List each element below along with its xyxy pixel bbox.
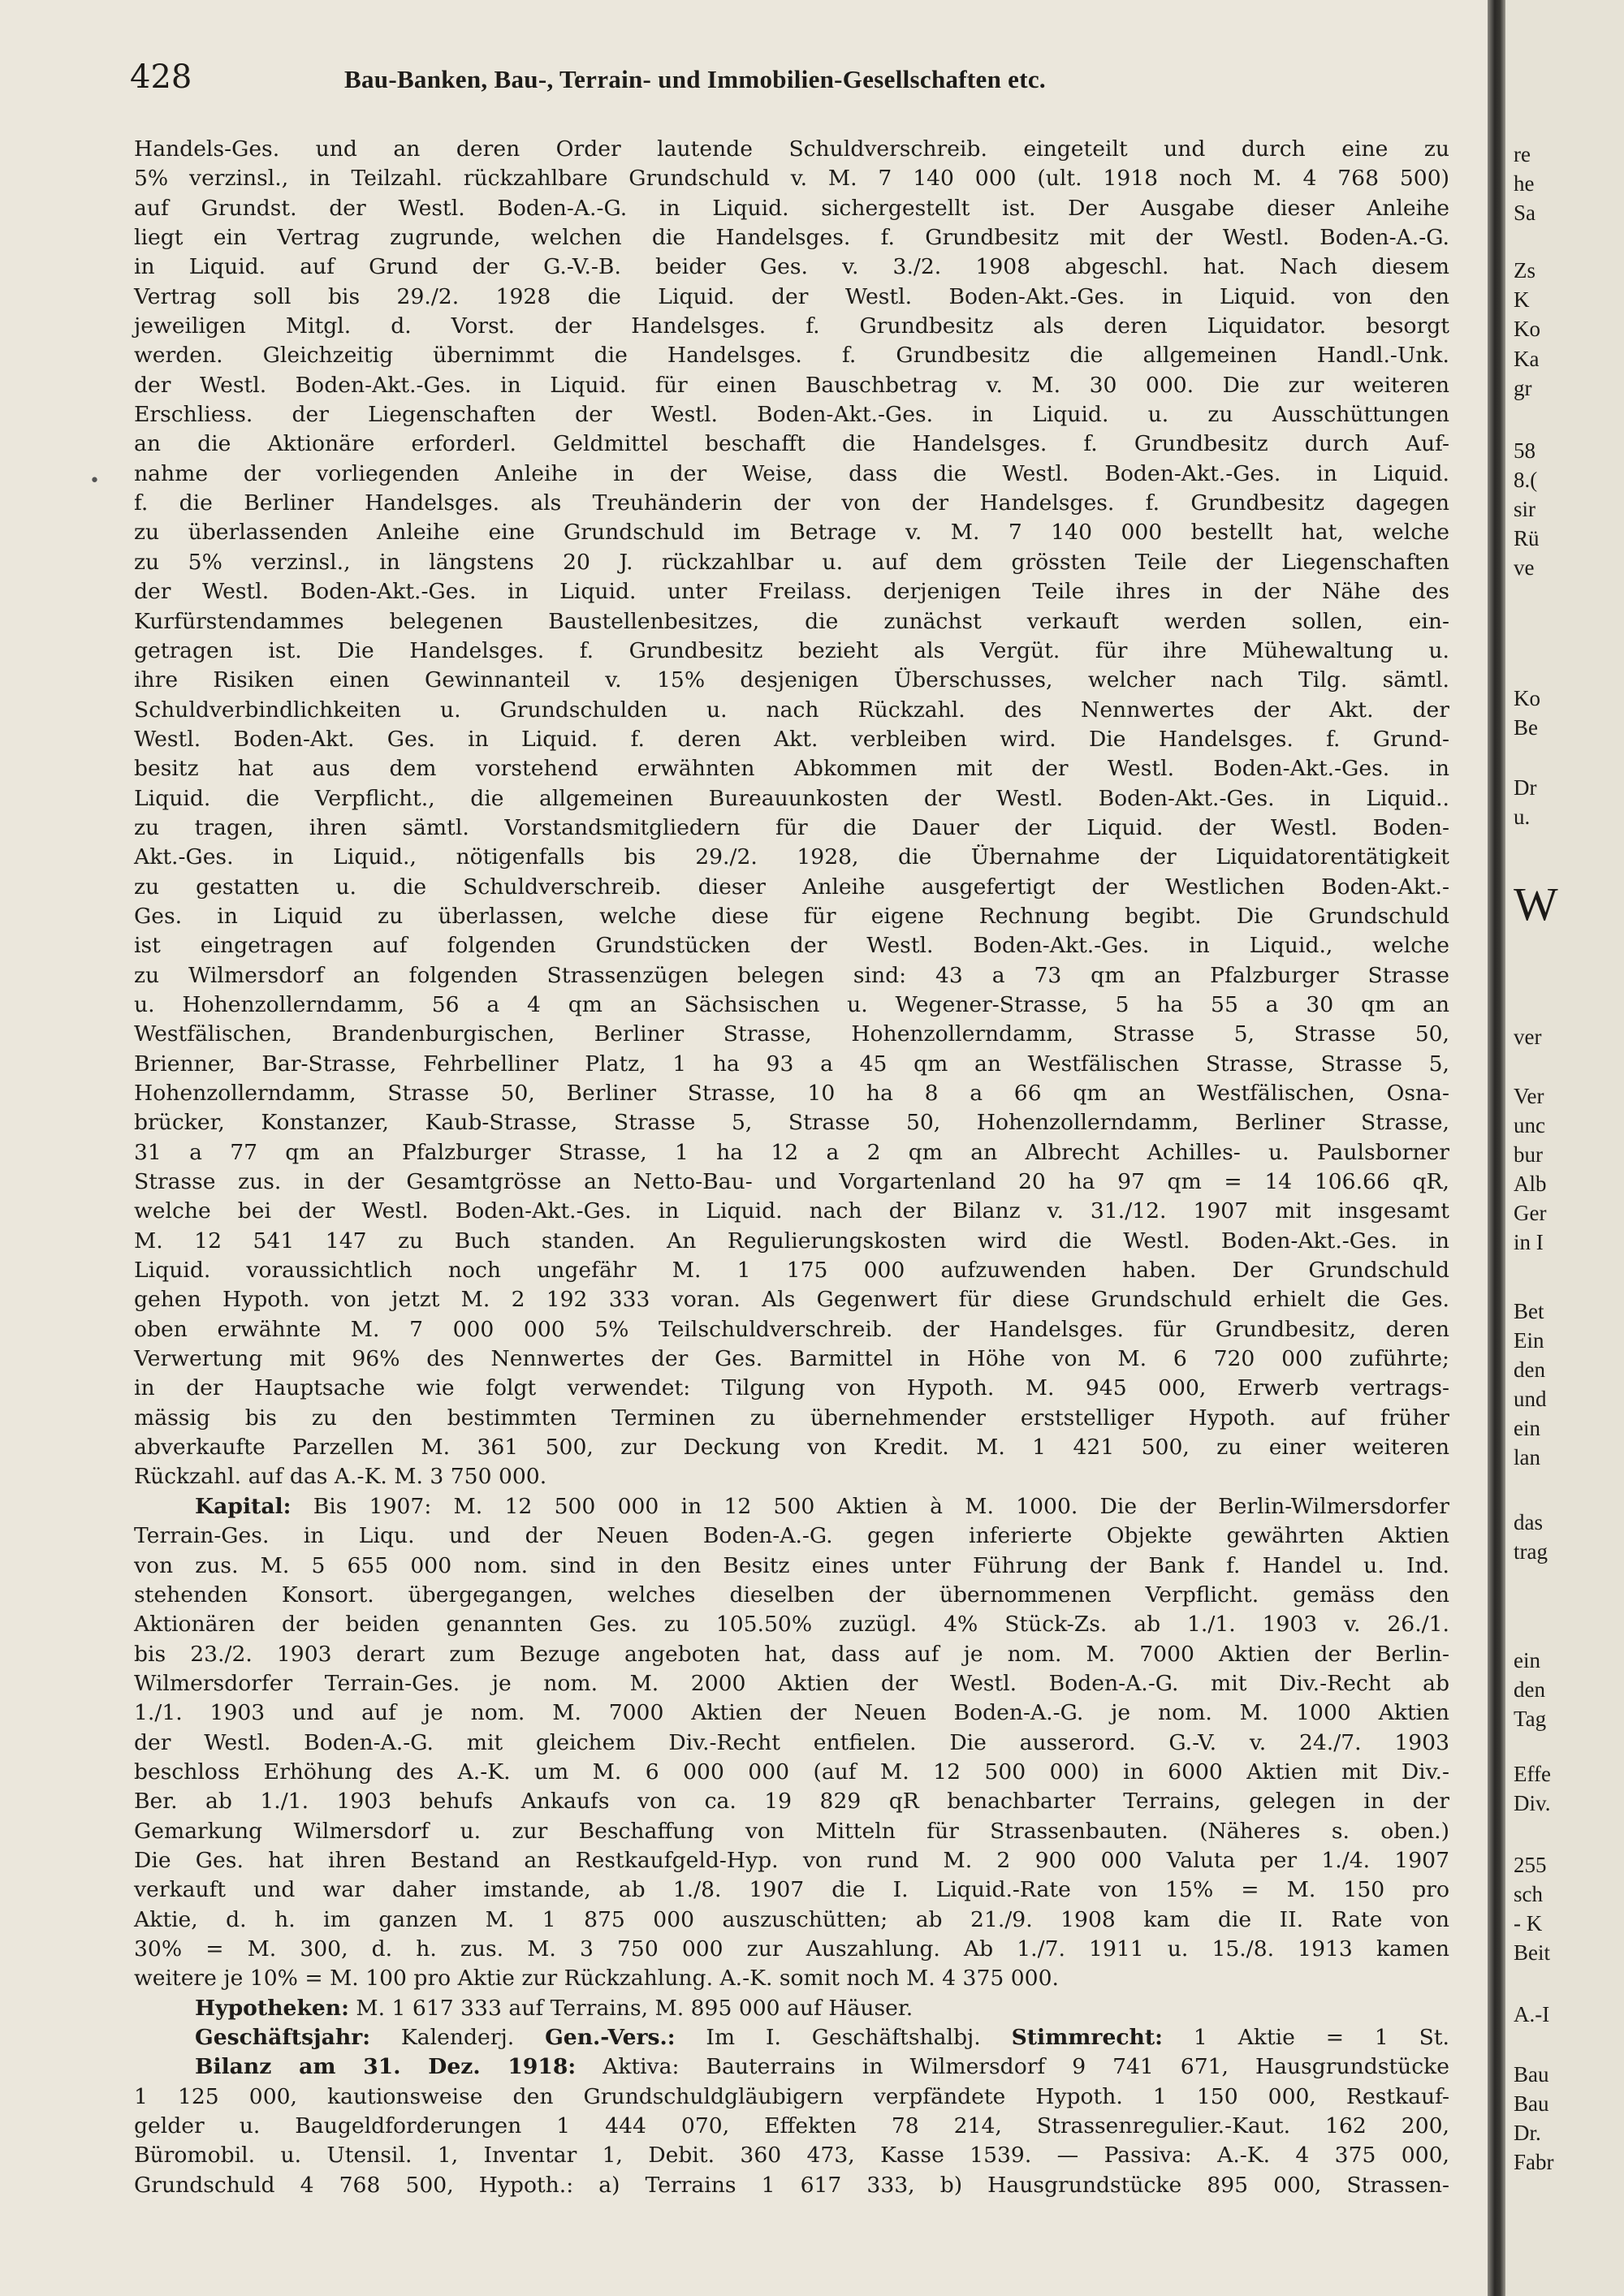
page-number: 428 [130,58,192,96]
line-text: oben erwähnte M. 7 000 000 5% Teilschuldverschreib. der Handelsges. für Grundbesitz, deren [134,1316,1449,1342]
line-text: in der Hauptsache wie folgt verwendet: Tilgung von Hypoth. M. 945 000, Erwerb vertrags- [134,1375,1449,1401]
line-text: Büromobil. u. Utensil. 1, Inventar 1, Debit. 360 473, Kasse 1539. — Passiva: A.-K. 4 375 000, [134,2143,1449,2169]
facing-page-fragment: ein [1514,1648,1540,1672]
text-line [134,1758,1449,1787]
line-text: M. 12 541 147 zu Buch standen. An Regulierungskosten wird die Westl. Boden-Akt.-Ges. in [134,1228,1449,1254]
text-line [134,1935,1449,1964]
text-line [134,1374,1449,1403]
line-text: der Westl. Boden-Akt.-Ges. in Liquid. für einen Bauschbetrag v. M. 30 000. Die zur weiteren [134,372,1449,398]
line-text: Westl. Boden-Akt. Ges. in Liquid. f. deren Akt. verbleiben wird. Die Handelsges. f. Grund- [134,726,1449,752]
facing-page-fragment: bur [1514,1142,1543,1167]
facing-page-fragment: lan [1514,1445,1540,1470]
line-text: beschloss Erhöhung des A.-K. um M. 6 000 000 (auf M. 12 500 000) in 6000 Aktien mit Div.- [134,1759,1449,1785]
body-text [134,135,1449,2200]
text-line [134,548,1449,577]
line-text: zu gestatten u. die Schuldverschreib. dieser Anleihe ausgefertigt der Westlichen Boden-Akt.- [134,874,1449,900]
text-line [134,1669,1449,1698]
line-text: 1 Aktie = 1 St. [1163,2025,1450,2050]
text-line [134,1994,1449,2023]
line-text: in Liquid. auf Grund der G.-V.-B. beider Ges. v. 3./2. 1908 abgeschl. hat. Nach diesem [134,254,1449,280]
text-line [134,164,1449,193]
running-head [130,58,1453,107]
line-text: der Westl. Boden-Akt.-Ges. in Liquid. unter Freilass. derjenigen Teile ihres in der Nähe des [134,579,1449,605]
line-text: Verwertung mit 96% des Nennwertes der Ges. Barmittel in Höhe von M. 6 720 000 zuführte; [134,1346,1449,1372]
line-text: der Westl. Boden-A.-G. mit gleichem Div.-Recht entfielen. Die ausserord. G.-V. v. 24./7. 1903 [134,1729,1449,1755]
line-text: 31 a 77 qm an Pfalzburger Strasse, 1 ha 12 a 2 qm an Albrecht Achilles- u. Paulsborner [134,1139,1449,1165]
text-line [134,784,1449,814]
text-line [134,194,1449,223]
text-line [134,489,1449,518]
line-text: zu überlassenden Anleihe eine Grundschuld im Betrage v. M. 7 140 000 bestellt hat, welche [134,520,1449,546]
margin-dot: • [89,471,100,491]
facing-page-fragment: Ein [1514,1328,1544,1353]
text-line [134,1462,1449,1491]
text-line [134,1964,1449,1993]
line-text: Liquid. die Verpflicht., die allgemeinen Bureauunkosten der Westl. Boden-Akt.-Ges. in Liquid.. [134,785,1449,811]
text-line [134,814,1449,843]
facing-page-fragment: gr [1514,376,1532,400]
text-line [134,2052,1449,2082]
facing-page-fragment: Fabr [1514,2150,1554,2174]
text-line [134,1138,1449,1167]
line-text: Ber. ab 1./1. 1903 behufs Ankaufs von ca. 19 829 qR benachbarter Terrains, gelegen in der [134,1789,1449,1815]
facing-page-fragment: Tag [1514,1707,1547,1731]
text-line [134,873,1449,902]
facing-page-fragment: unc [1514,1113,1545,1137]
text-line [134,429,1449,459]
line-text: nahme der vorliegenden Anleihe in der Weise, dass die Westl. Boden-Akt.-Ges. in Liquid. [134,460,1449,486]
line-text: Kalenderj. [370,2025,546,2050]
text-line [134,843,1449,872]
line-text: bis 23./2. 1903 derart zum Bezuge angeboten hat, dass auf je nom. M. 7000 Aktien der Berlin- [134,1641,1449,1667]
text-line [134,961,1449,990]
line-text: u. Hohenzollerndamm, 56 a 4 qm an Sächsischen u. Wegener-Strasse, 5 ha 55 a 30 qm an [134,991,1449,1017]
text-line [134,312,1449,341]
text-line [134,1610,1449,1639]
line-text: ihre Risiken einen Gewinnanteil v. 15% desjenigen Überschusses, welcher nach Tilg. sämtl. [134,667,1449,693]
book-gutter [1488,0,1505,2296]
text-line [134,1698,1449,1728]
line-text: auf Grundst. der Westl. Boden-A.-G. in Liquid. sichergestellt ist. Der Ausgabe dieser Anleihe [134,195,1449,221]
line-text: mässig bis zu den bestimmten Terminen zu übernehmender erststelliger Hypoth. auf früher [134,1405,1449,1431]
line-text: Schuldverbindlichkeiten u. Grundschulden u. nach Rückzahl. des Nennwertes der Akt. der [134,697,1449,723]
facing-page-fragment: sir [1514,497,1535,521]
line-text: Hohenzollerndamm, Strasse 50, Berliner Strasse, 10 ha 8 a 66 qm an Westfälischen, Osna- [134,1081,1449,1106]
line-text: Terrain-Ges. in Liqu. und der Neuen Boden-A.-G. gegen inferierte Objekte gewährten Aktien [134,1523,1449,1549]
text-line [134,1875,1449,1905]
text-line [134,931,1449,960]
facing-page-fragment: Ko [1514,686,1540,710]
text-line [134,371,1449,400]
text-line [134,2112,1449,2141]
text-line [134,1404,1449,1433]
facing-page-fragment: Dr [1514,775,1537,800]
header-title: Bau-Banken, Bau-, Terrain- und Immobilien-Gesellschaften etc. [344,65,1046,93]
facing-page-fragment: Zs [1514,258,1535,283]
line-text: Erschliess. der Liegenschaften der Westl. Boden-Akt.-Ges. in Liquid. u. zu Ausschüttungen [134,402,1449,428]
line-text: liegt ein Vertrag zugrunde, welchen die Handelsges. f. Grundbesitz mit der Westl. Boden-A.-G. [134,225,1449,251]
facing-page-fragment: 8.( [1514,468,1538,492]
text-line [134,2023,1449,2052]
text-line [134,283,1449,312]
facing-page-fragment: sch [1514,1882,1543,1906]
line-text: Brienner, Bar-Strasse, Fehrbelliner Platz, 1 ha 93 a 45 qm an Westfälischen Strasse, Strasse 5, [134,1051,1449,1077]
line-text: getragen ist. Die Handelsges. f. Grundbesitz bezieht als Vergüt. für ihre Mühewaltung u. [134,637,1449,663]
line-text: Vertrag soll bis 29./2. 1928 die Liquid. der Westl. Boden-Akt.-Ges. in Liquid. von den [134,283,1449,309]
text-line [134,2082,1449,2112]
line-text: Ges. in Liquid zu überlassen, welche diese für eigene Rechnung begibt. Die Grundschuld [134,903,1449,929]
facing-page-fragment: 255 [1514,1853,1547,1877]
text-line [134,1285,1449,1314]
line-text: jeweiligen Mitgl. d. Vorst. der Handelsges. f. Grundbesitz als deren Liquidator. besorgt [134,313,1449,339]
text-line [134,400,1449,429]
facing-page-fragment: Sa [1514,201,1535,225]
section-label: Stimmrecht: [1011,2025,1163,2050]
line-text: f. die Berliner Handelsges. als Treuhänderin der von der Handelsges. f. Grundbesitz dagegen [134,490,1449,516]
line-text: Kurfürstendammes belegenen Baustellenbesitzes, die zunächst verkauft werden sollen, ein- [134,608,1449,634]
line-text: Liquid. voraussichtlich noch ungefähr M. 1 175 000 aufzuwenden haben. Der Grundschuld [134,1258,1449,1284]
facing-page-fragment: den [1514,1357,1545,1382]
text-line [134,1108,1449,1137]
text-line [134,1728,1449,1758]
text-line [134,1492,1449,1521]
line-text: Grundschuld 4 768 500, Hypoth.: a) Terrains 1 617 333, b) Hausgrundstücke 895 000, Strassen- [134,2172,1449,2198]
line-text: Gemarkung Wilmersdorf u. zur Beschaffung von Mitteln für Strassenbauten. (Näheres s. oben.) [134,1818,1449,1844]
text-line [134,1227,1449,1256]
line-text: Wilmersdorfer Terrain-Ges. je nom. M. 2000 Aktien der Westl. Boden-A.-G. mit Div.-Recht ab [134,1670,1449,1696]
facing-page-fragment: und [1514,1387,1547,1411]
text-line [134,1315,1449,1344]
text-line [134,1521,1449,1551]
line-text: abverkaufte Parzellen M. 361 500, zur Deckung von Kredit. M. 1 421 500, zu einer weiteren [134,1435,1449,1461]
text-line [134,637,1449,666]
text-line [134,223,1449,252]
text-line [134,725,1449,754]
text-line [134,1787,1449,1816]
line-text: Westfälischen, Brandenburgischen, Berliner Strasse, Hohenzollerndamm, Strasse 5, Strasse 50, [134,1021,1449,1047]
text-line [134,754,1449,783]
facing-page-fragment: re [1514,142,1531,166]
line-text: Aktie, d. h. im ganzen M. 1 875 000 auszuschütten; ab 21./9. 1908 kam die II. Rate von [134,1906,1449,1932]
line-text: weitere je 10% = M. 100 pro Aktie zur Rückzahlung. A.-K. somit noch M. 4 375 000. [134,1966,1059,1992]
facing-page-fragment: Div. [1514,1791,1551,1815]
line-text: Akt.-Ges. in Liquid., nötigenfalls bis 29./2. 1928, die Übernahme der Liquidatorentätigkeit [134,844,1449,870]
facing-page-fragment: Bet [1514,1299,1544,1323]
text-line [134,1197,1449,1226]
line-text: zu Wilmersdorf an folgenden Strassenzügen belegen sind: 43 a 73 qm an Pfalzburger Strasse [134,962,1449,988]
line-text: zu tragen, ihren sämtl. Vorstandsmitgliedern für die Dauer der Liquid. der Westl. Boden- [134,814,1449,840]
line-text: Die Ges. hat ihren Bestand an Restkaufgeld-Hyp. von rund M. 2 900 000 Valuta per 1./4. 1907 [134,1847,1449,1873]
text-line [134,518,1449,547]
text-line [134,666,1449,695]
line-text: brücker, Konstanzer, Kaub-Strasse, Strasse 5, Strasse 50, Hohenzollerndamm, Berliner Strasse, [134,1110,1449,1136]
text-line [134,696,1449,725]
text-line [134,1050,1449,1079]
line-text: werden. Gleichzeitig übernimmt die Handelsges. f. Grundbesitz die allgemeinen Handl.-Unk. [134,343,1449,369]
line-text: 1./1. 1903 und auf je nom. M. 7000 Aktien der Neuen Boden-A.-G. je nom. M. 1000 Aktien [134,1700,1449,1726]
line-text: an die Aktionäre erforderl. Geldmittel beschafft die Handelsges. f. Grundbesitz durch Auf- [134,431,1449,457]
text-line [134,1640,1449,1669]
facing-page-fragment: Beit [1514,1940,1550,1965]
text-line [134,902,1449,931]
text-line [134,252,1449,282]
facing-page-fragment: W [1514,878,1558,930]
line-text: Aktionären der beiden genannten Ges. zu 105.50% zuzügl. 4% Stück-Zs. ab 1./1. 1903 v. 26./1. [134,1612,1449,1638]
facing-page-fragment: ein [1514,1416,1540,1440]
text-line [134,460,1449,489]
facing-page-fragment: Ver [1514,1084,1544,1108]
text-line [134,1433,1449,1462]
line-text: gelder u. Baugeldforderungen 1 444 070, Effekten 78 214, Strassenregulier.-Kaut. 162 200, [134,2113,1449,2139]
facing-page-fragment: u. [1514,805,1531,829]
facing-page-fragment: trag [1514,1539,1548,1564]
facing-page-edge [1505,0,1624,2296]
line-text: welche bei der Westl. Boden-Akt.-Ges. in Liquid. nach der Bilanz v. 31./12. 1907 mit insgesamt [134,1198,1449,1224]
facing-page-fragment: Effe [1514,1762,1551,1786]
text-line [134,1846,1449,1875]
section-label: Geschäftsjahr: [195,2025,371,2050]
line-text: von zus. M. 5 655 000 nom. sind in den Besitz eines unter Führung der Bank f. Handel u. Ind. [134,1552,1449,1578]
line-text: gehen Hypoth. von jetzt M. 2 192 333 voran. Als Gegenwert für diese Grundschuld erhielt die Ges. [134,1287,1449,1313]
line-text: 1 125 000, kautionsweise den Grundschuldgläubigern verpfändete Hypoth. 1 150 000, Restkauf- [134,2083,1449,2109]
text-line [134,990,1449,1020]
section-label: Hypotheken: [195,1995,349,2021]
facing-page-fragment: Ka [1514,347,1540,371]
text-line [134,607,1449,637]
line-text: Im I. Geschäftshalbj. [675,2025,1012,2050]
text-line [134,1552,1449,1581]
facing-page-fragment: he [1514,171,1535,196]
line-text: Aktiva: Bauterrains in Wilmersdorf 9 741 671, Hausgrundstücke [576,2054,1449,2080]
facing-page-fragment: Bau [1514,2062,1549,2087]
section-label: Bilanz am 31. Dez. 1918: [195,2054,577,2080]
text-line [134,1167,1449,1197]
section-label: Gen.-Vers.: [545,2025,676,2050]
facing-page-fragment: Bau [1514,2091,1549,2116]
text-line [134,1817,1449,1846]
facing-page-fragment: Ger [1514,1201,1547,1225]
facing-page-fragment: 58 [1514,438,1535,463]
facing-page-fragment: ve [1514,555,1535,580]
text-line [134,1020,1449,1049]
facing-page-fragment: - K [1514,1911,1543,1936]
line-text: zu 5% verzinsl., in längstens 20 J. rückzahlbar u. auf dem grössten Teile der Liegenschaften [134,549,1449,575]
line-text: 30% = M. 300, d. h. zus. M. 3 750 000 zur Auszahlung. Ab 1./7. 1911 u. 15./8. 1913 kamen [134,1936,1449,1962]
text-line [134,1079,1449,1108]
line-text: besitz hat aus dem vorstehend erwähnten Abkommen mit der Westl. Boden-Akt.-Ges. in [134,756,1449,782]
line-text: Handels-Ges. und an deren Order lautende Schuldverschreib. eingeteilt und durch eine zu [134,136,1449,162]
facing-page-fragment: Rü [1514,526,1540,550]
line-text: 5% verzinsl., in Teilzahl. rückzahlbare Grundschuld v. M. 7 140 000 (ult. 1918 noch M. 4 768 500) [134,166,1449,192]
line-text: verkauft und war daher imstande, ab 1./8. 1907 die I. Liquid.-Rate von 15% = M. 150 pro [134,1877,1449,1903]
text-line [134,1256,1449,1285]
facing-page-fragment: Alb [1514,1172,1547,1196]
facing-page-fragment: ver [1514,1025,1542,1049]
line-text: ist eingetragen auf folgenden Grundstücken der Westl. Boden-Akt.-Ges. in Liquid., welche [134,933,1449,959]
line-text: Rückzahl. auf das A.-K. M. 3 750 000. [134,1464,547,1490]
line-text: M. 1 617 333 auf Terrains, M. 895 000 auf Häuser. [348,1995,914,2021]
text-line [134,341,1449,370]
text-line [134,2141,1449,2170]
line-text: Strasse zus. in der Gesamtgrösse an Netto-Bau- und Vorgartenland 20 ha 97 qm = 14 106.66 qR, [134,1169,1449,1195]
facing-page-fragment: in I [1514,1230,1544,1254]
facing-page-fragment: Be [1514,715,1538,740]
text-line [134,577,1449,606]
facing-page-fragment: das [1514,1510,1543,1534]
facing-page-fragment: den [1514,1677,1545,1702]
facing-page-fragment: Dr. [1514,2121,1541,2145]
facing-page-fragment: K [1514,287,1530,312]
text-line [134,2171,1449,2200]
facing-page-fragment: Ko [1514,317,1540,341]
text-line [134,1905,1449,1935]
facing-page-fragment: A.-I [1514,2002,1550,2026]
line-text: stehenden Konsort. übergegangen, welches dieselben der übernommenen Verpflicht. gemäss den [134,1582,1449,1608]
text-line [134,135,1449,164]
line-text: Bis 1907: M. 12 500 000 in 12 500 Aktien à M. 1000. Die der Berlin-Wilmersdorfer [291,1493,1449,1519]
text-line [134,1344,1449,1374]
text-line [134,1581,1449,1610]
section-label: Kapital: [195,1493,292,1519]
